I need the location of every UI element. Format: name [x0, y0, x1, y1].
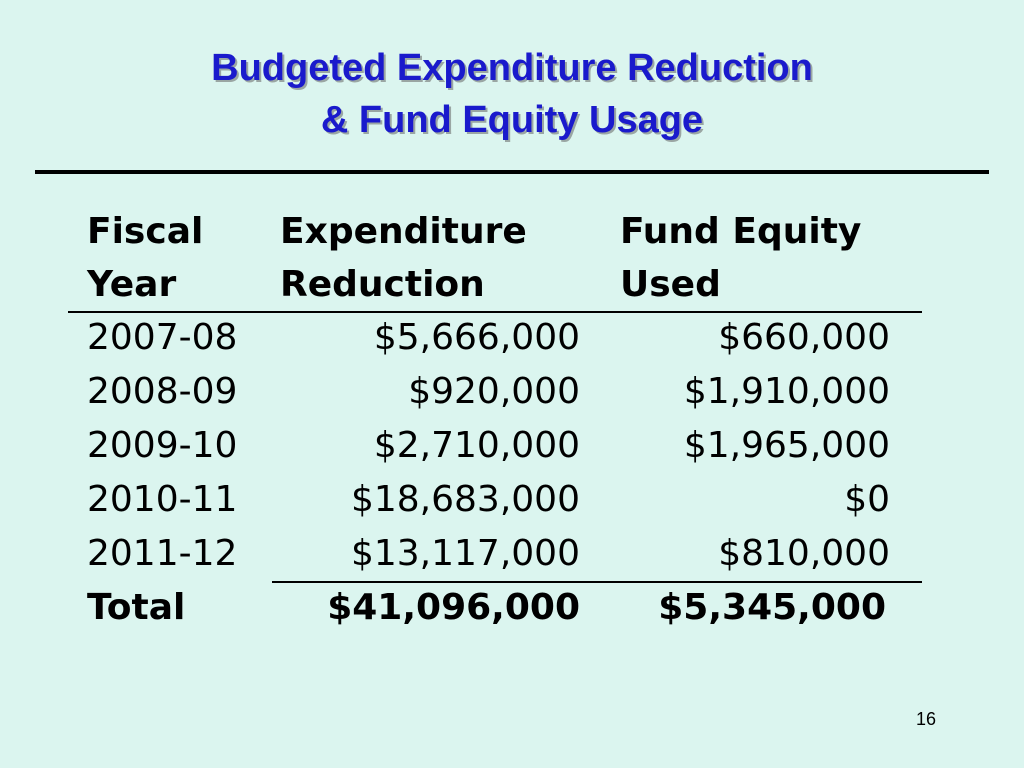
- equity-cell: $810,000: [718, 533, 890, 574]
- table-row: [80, 311, 922, 365]
- header-expenditure-reduction: [280, 205, 600, 311]
- budget-table: [80, 205, 922, 635]
- reduction-cell: $5,666,000: [373, 317, 580, 358]
- reduction-cell: $18,683,000: [350, 479, 580, 520]
- total-row: [80, 581, 922, 635]
- header-fiscal-year-line-2: Year: [87, 264, 177, 305]
- reduction-cell: $2,710,000: [373, 425, 580, 466]
- total-label: Total: [87, 587, 186, 628]
- header-fiscal-year-line-1: Fiscal: [87, 211, 204, 252]
- table-row: [80, 527, 922, 581]
- year-cell: 2009-10: [87, 425, 238, 466]
- header-fund-equity-used-line-2: Used: [620, 264, 721, 305]
- total-equity: $5,345,000: [658, 587, 886, 628]
- table-row: [80, 473, 922, 527]
- title-divider: [35, 170, 989, 174]
- year-cell: 2007-08: [87, 317, 238, 358]
- year-cell: 2008-09: [87, 371, 238, 412]
- total-reduction: $41,096,000: [327, 587, 580, 628]
- header-fund-equity-used: [620, 205, 940, 311]
- header-expenditure-reduction-line-1: Expenditure: [280, 211, 527, 252]
- table-row: [80, 365, 922, 419]
- slide-title: [0, 42, 1024, 146]
- equity-cell: $0: [844, 479, 890, 520]
- year-cell: 2011-12: [87, 533, 238, 574]
- reduction-cell: $13,117,000: [350, 533, 580, 574]
- equity-cell: $1,910,000: [683, 371, 890, 412]
- reduction-cell: $920,000: [408, 371, 580, 412]
- year-cell: 2010-11: [87, 479, 238, 520]
- equity-cell: $660,000: [718, 317, 890, 358]
- header-fund-equity-used-line-1: Fund Equity: [620, 211, 862, 252]
- header-expenditure-reduction-line-2: Reduction: [280, 264, 485, 305]
- equity-cell: $1,965,000: [683, 425, 890, 466]
- slide-title-line-1: Budgeted Expenditure Reduction: [211, 47, 813, 89]
- table-row: [80, 419, 922, 473]
- slide-title-line-2: & Fund Equity Usage: [320, 99, 704, 141]
- table-header-row: [80, 205, 922, 311]
- slide-number: 16: [915, 709, 936, 729]
